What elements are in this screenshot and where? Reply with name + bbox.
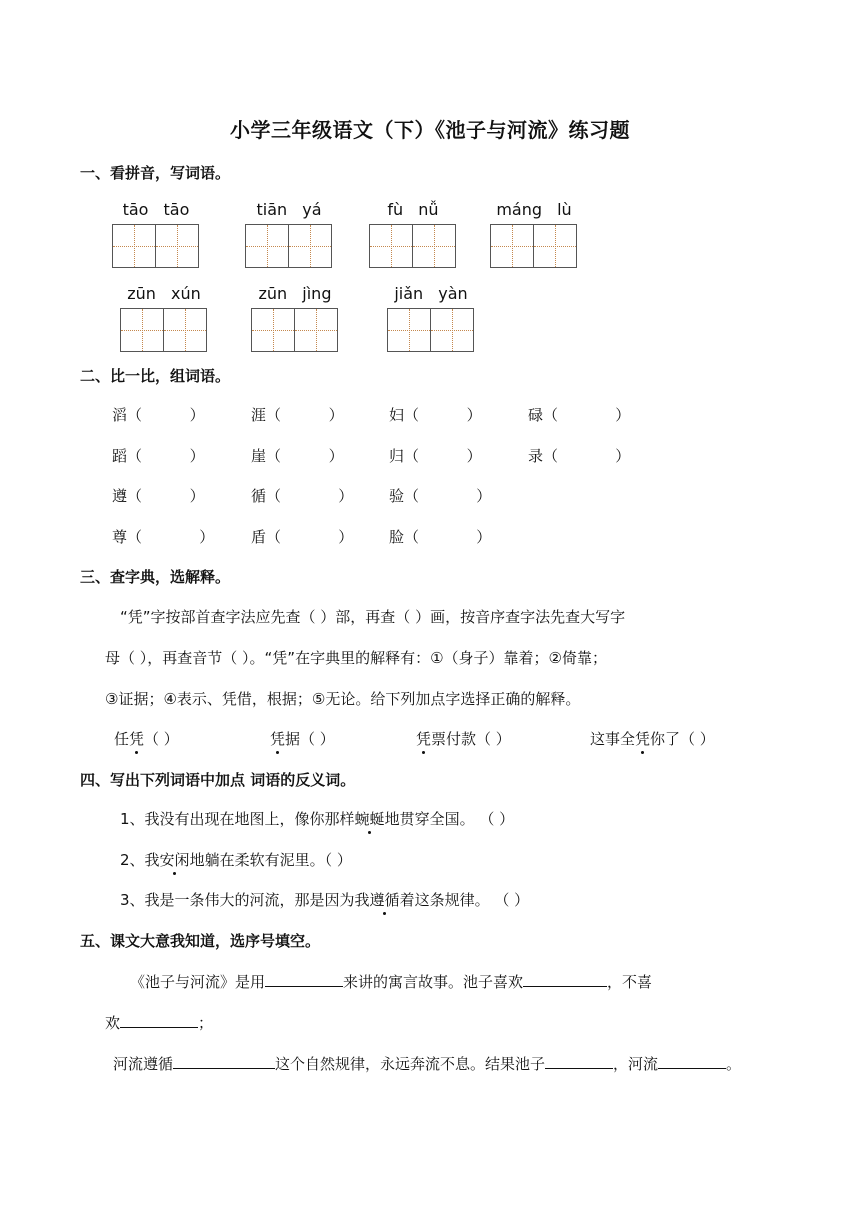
summary-line-2: 欢 ； (105, 1011, 213, 1033)
pinyin-label: jiǎn yàn (394, 284, 468, 303)
compare-item[interactable]: 遵（ ） (112, 487, 205, 505)
compare-item[interactable]: 妇（ ） (389, 406, 482, 424)
fill-blank[interactable] (658, 1052, 726, 1069)
dotted-char: 凭 (416, 730, 432, 748)
dotted-word: 蜿蜒 (354, 810, 385, 828)
meaning-item[interactable]: 任凭（ ） (114, 730, 179, 748)
dotted-word: 安闲 (159, 851, 190, 869)
writing-cell[interactable] (245, 224, 289, 268)
writing-cell[interactable] (112, 224, 156, 268)
summary-line-1: 《池子与河流》是用 来讲的寓言故事。池子喜欢 ，不喜 (130, 970, 652, 992)
compare-item[interactable]: 脸（ ） (389, 528, 492, 546)
section-heading-1: 一、看拼音，写词语。 (80, 164, 231, 182)
writing-cell[interactable] (288, 224, 332, 268)
compare-item[interactable]: 涯（ ） (251, 406, 344, 424)
fill-blank[interactable] (523, 970, 607, 987)
writing-cell[interactable] (412, 224, 456, 268)
dotted-char: 凭 (270, 730, 286, 748)
antonym-question[interactable]: 1、我没有出现在地图上，像你那样蜿蜒地贯穿全国。 （ ） (120, 810, 515, 828)
compare-item[interactable]: 验（ ） (389, 487, 492, 505)
pinyin-label: zūn jìng (258, 284, 332, 303)
compare-item[interactable]: 录（ ） (528, 447, 631, 465)
writing-cell[interactable] (533, 224, 577, 268)
compare-item[interactable]: 盾（ ） (251, 528, 354, 546)
writing-cell[interactable] (155, 224, 199, 268)
pinyin-label: fù nǚ (387, 200, 439, 219)
writing-cell[interactable] (251, 308, 295, 352)
writing-cell[interactable] (120, 308, 164, 352)
antonym-question[interactable]: 3、我是一条伟大的河流，那是因为我遵循着这条规律。 （ ） (120, 891, 530, 909)
compare-item[interactable]: 滔（ ） (112, 406, 205, 424)
fill-blank[interactable] (545, 1052, 613, 1069)
antonym-question[interactable]: 2、我安闲地躺在柔软有泥里。（ ） (120, 851, 352, 869)
meaning-item[interactable]: 凭票付款（ ） (416, 730, 511, 748)
section-heading-5: 五、课文大意我知道，选序号填空。 (80, 932, 321, 950)
dotted-word: 遵循 (369, 891, 400, 909)
dotted-char: 凭 (635, 730, 651, 748)
compare-item[interactable]: 循（ ） (251, 487, 354, 505)
fill-blank[interactable] (173, 1052, 275, 1069)
writing-cell[interactable] (490, 224, 534, 268)
compare-item[interactable]: 碌（ ） (528, 406, 631, 424)
writing-cell[interactable] (369, 224, 413, 268)
section-heading-3: 三、查字典，选解释。 (80, 568, 231, 586)
section-heading-2: 二、比一比，组词语。 (80, 367, 231, 385)
writing-cell[interactable] (387, 308, 431, 352)
writing-cell[interactable] (294, 308, 338, 352)
dictionary-question-line: 母（ ），再查音节（ ）。“凭”在字典里的解释有：①（身子）靠着；②倚靠； (105, 649, 607, 667)
dictionary-question-line: ③证据；④表示、凭借，根据；⑤无论。给下列加点字选择正确的解释。 (105, 690, 581, 708)
writing-cell[interactable] (430, 308, 474, 352)
fill-blank[interactable] (120, 1011, 198, 1028)
summary-line-3: 河流遵循 这个自然规律，永远奔流不息。结果池子 ，河流 。 (113, 1052, 741, 1074)
meaning-item[interactable]: 凭据（ ） (270, 730, 335, 748)
compare-item[interactable]: 蹈（ ） (112, 447, 205, 465)
dotted-char: 凭 (129, 730, 145, 748)
meaning-item[interactable]: 这事全凭你了（ ） (590, 730, 715, 748)
page-title: 小学三年级语文（下）《池子与河流》练习题 (230, 118, 630, 142)
compare-item[interactable]: 崖（ ） (251, 447, 344, 465)
pinyin-label: tiān yá (256, 200, 322, 219)
compare-item[interactable]: 尊（ ） (112, 528, 215, 546)
section-heading-4: 四、写出下列词语中加点 词语的反义词。 (80, 771, 356, 789)
pinyin-label: tāo tāo (122, 200, 190, 219)
pinyin-label: máng lù (496, 200, 572, 219)
fill-blank[interactable] (265, 970, 343, 987)
pinyin-label: zūn xún (127, 284, 201, 303)
dictionary-question-line: “凭”字按部首查字法应先查（ ）部，再查（ ）画，按音序查字法先查大写字 (120, 608, 626, 626)
writing-cell[interactable] (163, 308, 207, 352)
compare-item[interactable]: 归（ ） (389, 447, 482, 465)
